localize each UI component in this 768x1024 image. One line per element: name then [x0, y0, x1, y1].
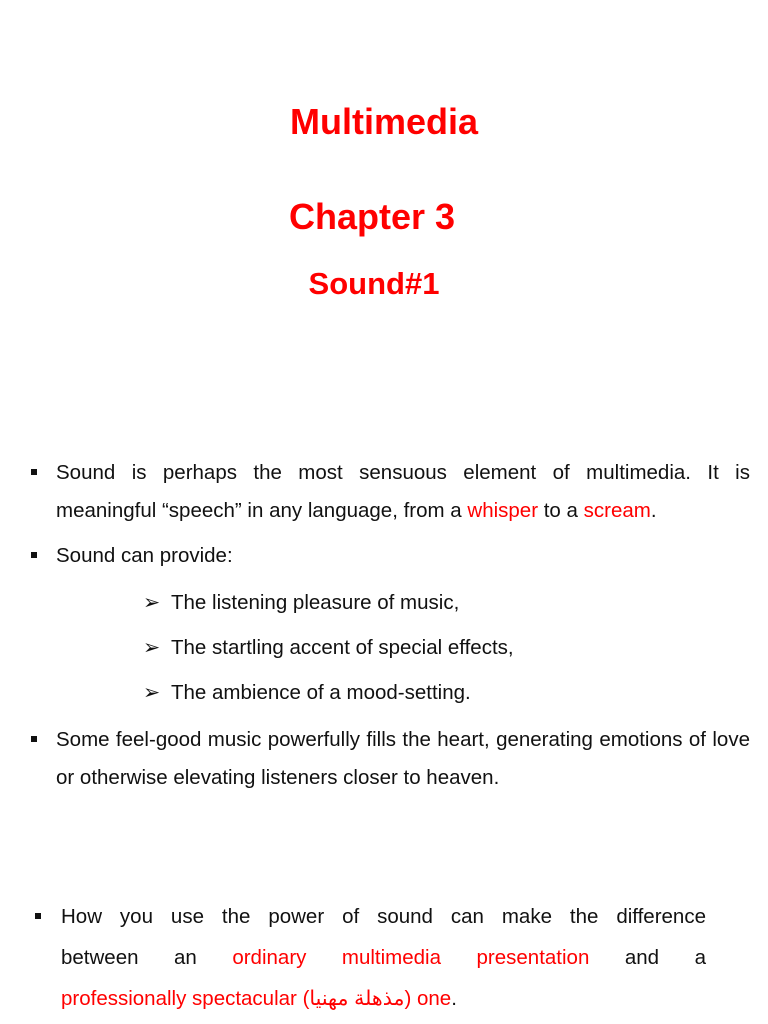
bullet-text-segment: .	[451, 987, 457, 1010]
square-bullet-icon	[31, 736, 37, 742]
sub-bullet-item	[143, 678, 471, 708]
chapter-title: Chapter 3	[288, 196, 456, 237]
bullet-sound-provide	[56, 537, 750, 575]
bullet-text-segment: .	[650, 499, 657, 522]
highlight-whisper: whisper	[467, 499, 539, 522]
bullet-text-segment: meaningful “speech” in any language, from a	[56, 499, 468, 522]
highlight-spectacular: professionally spectacular (مذهلة مهنيا) one	[61, 987, 452, 1010]
square-bullet-icon	[31, 552, 37, 558]
sub-bullet-item	[143, 633, 514, 663]
arrowhead-bullet-icon: ➢	[143, 591, 161, 614]
sub-bullet-text: The ambience of a mood-setting.	[171, 681, 471, 704]
bullet-text-line	[61, 937, 706, 978]
highlight-word: presentation	[476, 946, 590, 969]
sub-bullet-item	[143, 588, 459, 618]
highlight-word: multimedia	[341, 946, 442, 969]
sub-bullet-text: The startling accent of special effects,	[171, 636, 514, 659]
bullet-sound-sensuous	[56, 454, 750, 530]
square-bullet-icon	[35, 913, 41, 919]
sub-bullet-text: The listening pleasure of music,	[171, 591, 460, 614]
word: and	[624, 946, 660, 969]
bullet-text: Some feel-good music powerfully fills the heart, generating emotions of love or otherwise elevating listeners closer to heaven.	[56, 728, 750, 789]
square-bullet-icon	[31, 469, 37, 475]
word: a	[694, 946, 706, 969]
section-title: Sound#1	[308, 266, 440, 301]
bullet-text-line	[56, 499, 657, 522]
bullet-text-line: How you use the power of sound can make the difference	[61, 905, 706, 928]
arrowhead-bullet-icon: ➢	[143, 636, 161, 659]
bullet-text-segment: to a	[538, 499, 584, 522]
highlight-scream: scream	[583, 499, 651, 522]
highlight-word: ordinary	[232, 946, 307, 969]
bullet-text-line	[61, 987, 457, 1010]
bullet-power-of-sound	[61, 896, 706, 1019]
main-title: Multimedia	[289, 101, 478, 142]
word: between	[61, 946, 139, 969]
bullet-text: Sound can provide:	[56, 544, 233, 567]
word: an	[174, 946, 197, 969]
bullet-feel-good-music	[56, 721, 750, 797]
bullet-text-line: Sound is perhaps the most sensuous element of multimedia. It is	[56, 461, 750, 484]
arrowhead-bullet-icon: ➢	[143, 681, 161, 704]
